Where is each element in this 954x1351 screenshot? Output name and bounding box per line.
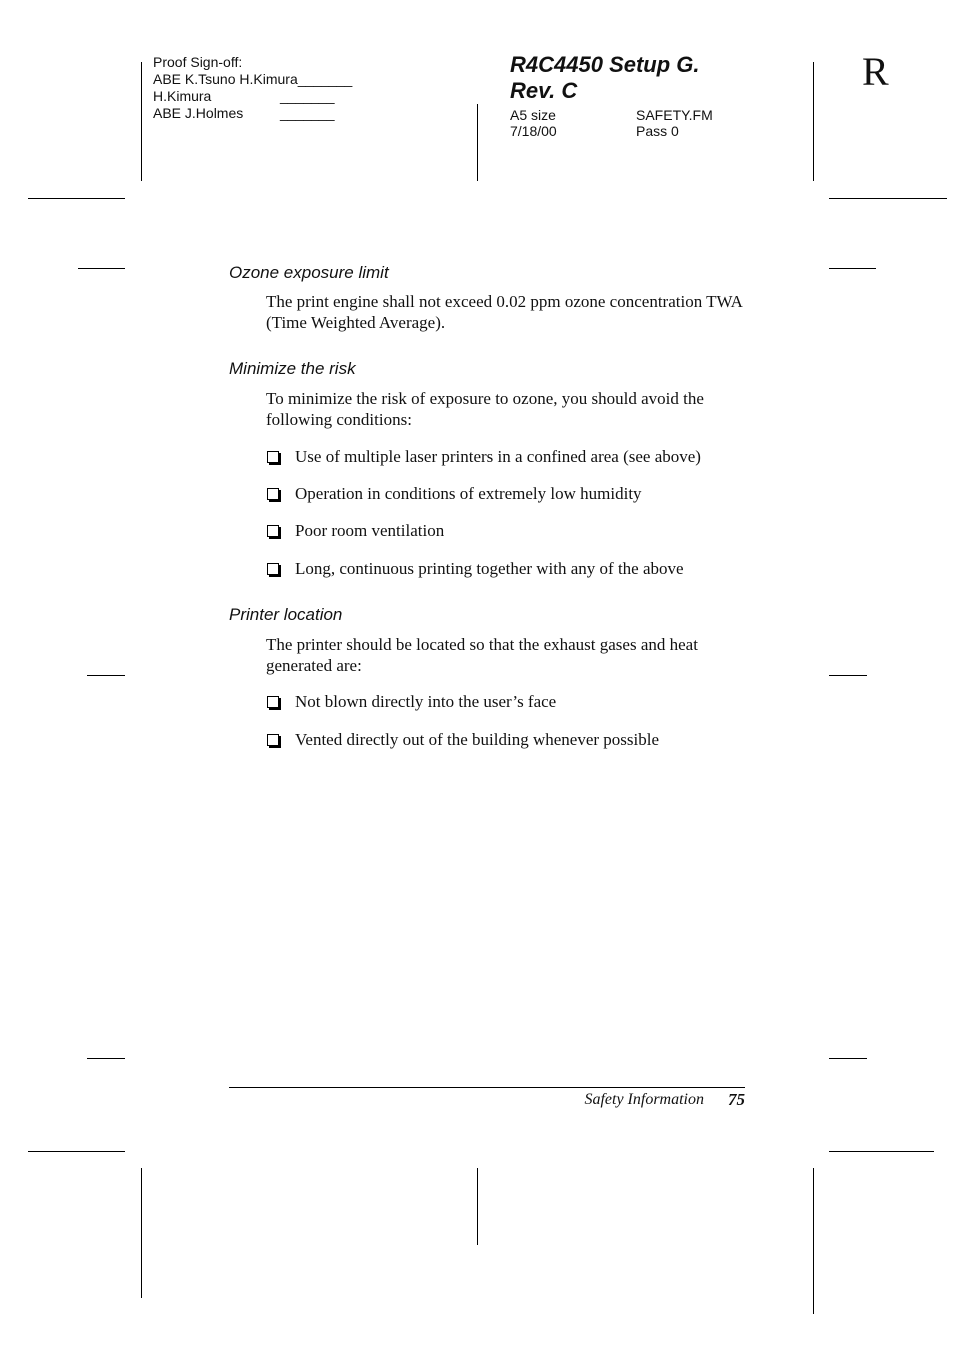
doc-header <box>510 52 790 139</box>
proof-line <box>153 105 393 122</box>
crop-mark <box>829 268 876 269</box>
proof-blank: _______ <box>280 105 335 121</box>
crop-mark <box>829 198 947 199</box>
doc-size: A5 size <box>510 107 556 123</box>
crop-mark <box>141 62 142 181</box>
doc-date: 7/18/00 <box>510 123 557 139</box>
proof-name: ABE J.Holmes <box>153 105 244 121</box>
crop-mark <box>28 1151 125 1152</box>
section-heading: Minimize the risk <box>229 359 356 378</box>
proof-line <box>153 88 393 105</box>
crop-mark <box>477 104 478 181</box>
doc-meta-row <box>510 107 790 123</box>
crop-mark <box>87 675 125 676</box>
crop-mark <box>829 675 867 676</box>
checkbox-bullet-icon <box>267 451 279 463</box>
crop-mark <box>829 1151 934 1152</box>
crop-mark <box>28 198 125 199</box>
crop-mark <box>78 268 125 269</box>
proof-title: Proof Sign-off: <box>153 54 243 70</box>
list-item-text: Operation in conditions of extremely low humidity <box>295 484 642 503</box>
checkbox-bullet-icon <box>267 525 279 537</box>
chapter-letter: R <box>862 49 889 94</box>
section-paragraph: The printer should be located so that the exhaust gases and heat generated are: <box>266 635 698 675</box>
page-number: 75 <box>728 1090 745 1109</box>
crop-mark <box>477 1168 478 1245</box>
checkbox-bullet-icon <box>267 563 279 575</box>
doc-meta-row <box>510 123 790 139</box>
proof-name: H.Kimura <box>153 88 212 104</box>
crop-mark <box>141 1168 142 1298</box>
section-heading: Printer location <box>229 605 343 624</box>
list-item-text: Use of multiple laser printers in a confined area (see above) <box>295 447 701 466</box>
doc-title-line: Rev. C <box>510 78 578 103</box>
crop-mark <box>829 1058 867 1059</box>
checkbox-bullet-icon <box>267 488 279 500</box>
list-item-text: Not blown directly into the user’s face <box>295 692 557 711</box>
proof-blank: _______ <box>280 88 335 104</box>
section-paragraph: To minimize the risk of exposure to ozone, you should avoid the following conditions: <box>266 389 704 429</box>
section-paragraph: The print engine shall not exceed 0.02 ppm ozone concentration TWA (Time Weighted Average). <box>266 292 743 332</box>
checkbox-bullet-icon <box>267 734 279 746</box>
doc-title-line: R4C4450 Setup G. <box>510 52 700 77</box>
list-item-text: Poor room ventilation <box>295 521 445 540</box>
doc-pass: Pass 0 <box>636 123 679 139</box>
list-item-text: Long, continuous printing together with any of the above <box>295 559 684 578</box>
footer-section-title: Safety Information <box>584 1091 704 1108</box>
crop-mark <box>87 1058 125 1059</box>
crop-mark <box>813 62 814 181</box>
section-heading: Ozone exposure limit <box>229 263 389 282</box>
checkbox-bullet-icon <box>267 696 279 708</box>
doc-file: SAFETY.FM <box>636 107 713 123</box>
footer-rule <box>229 1087 745 1088</box>
crop-mark <box>813 1168 814 1314</box>
list-item-text: Vented directly out of the building whenever possible <box>295 730 659 749</box>
proof-signoff <box>153 54 393 122</box>
proof-line: ABE K.Tsuno H.Kimura_______ <box>153 71 353 87</box>
